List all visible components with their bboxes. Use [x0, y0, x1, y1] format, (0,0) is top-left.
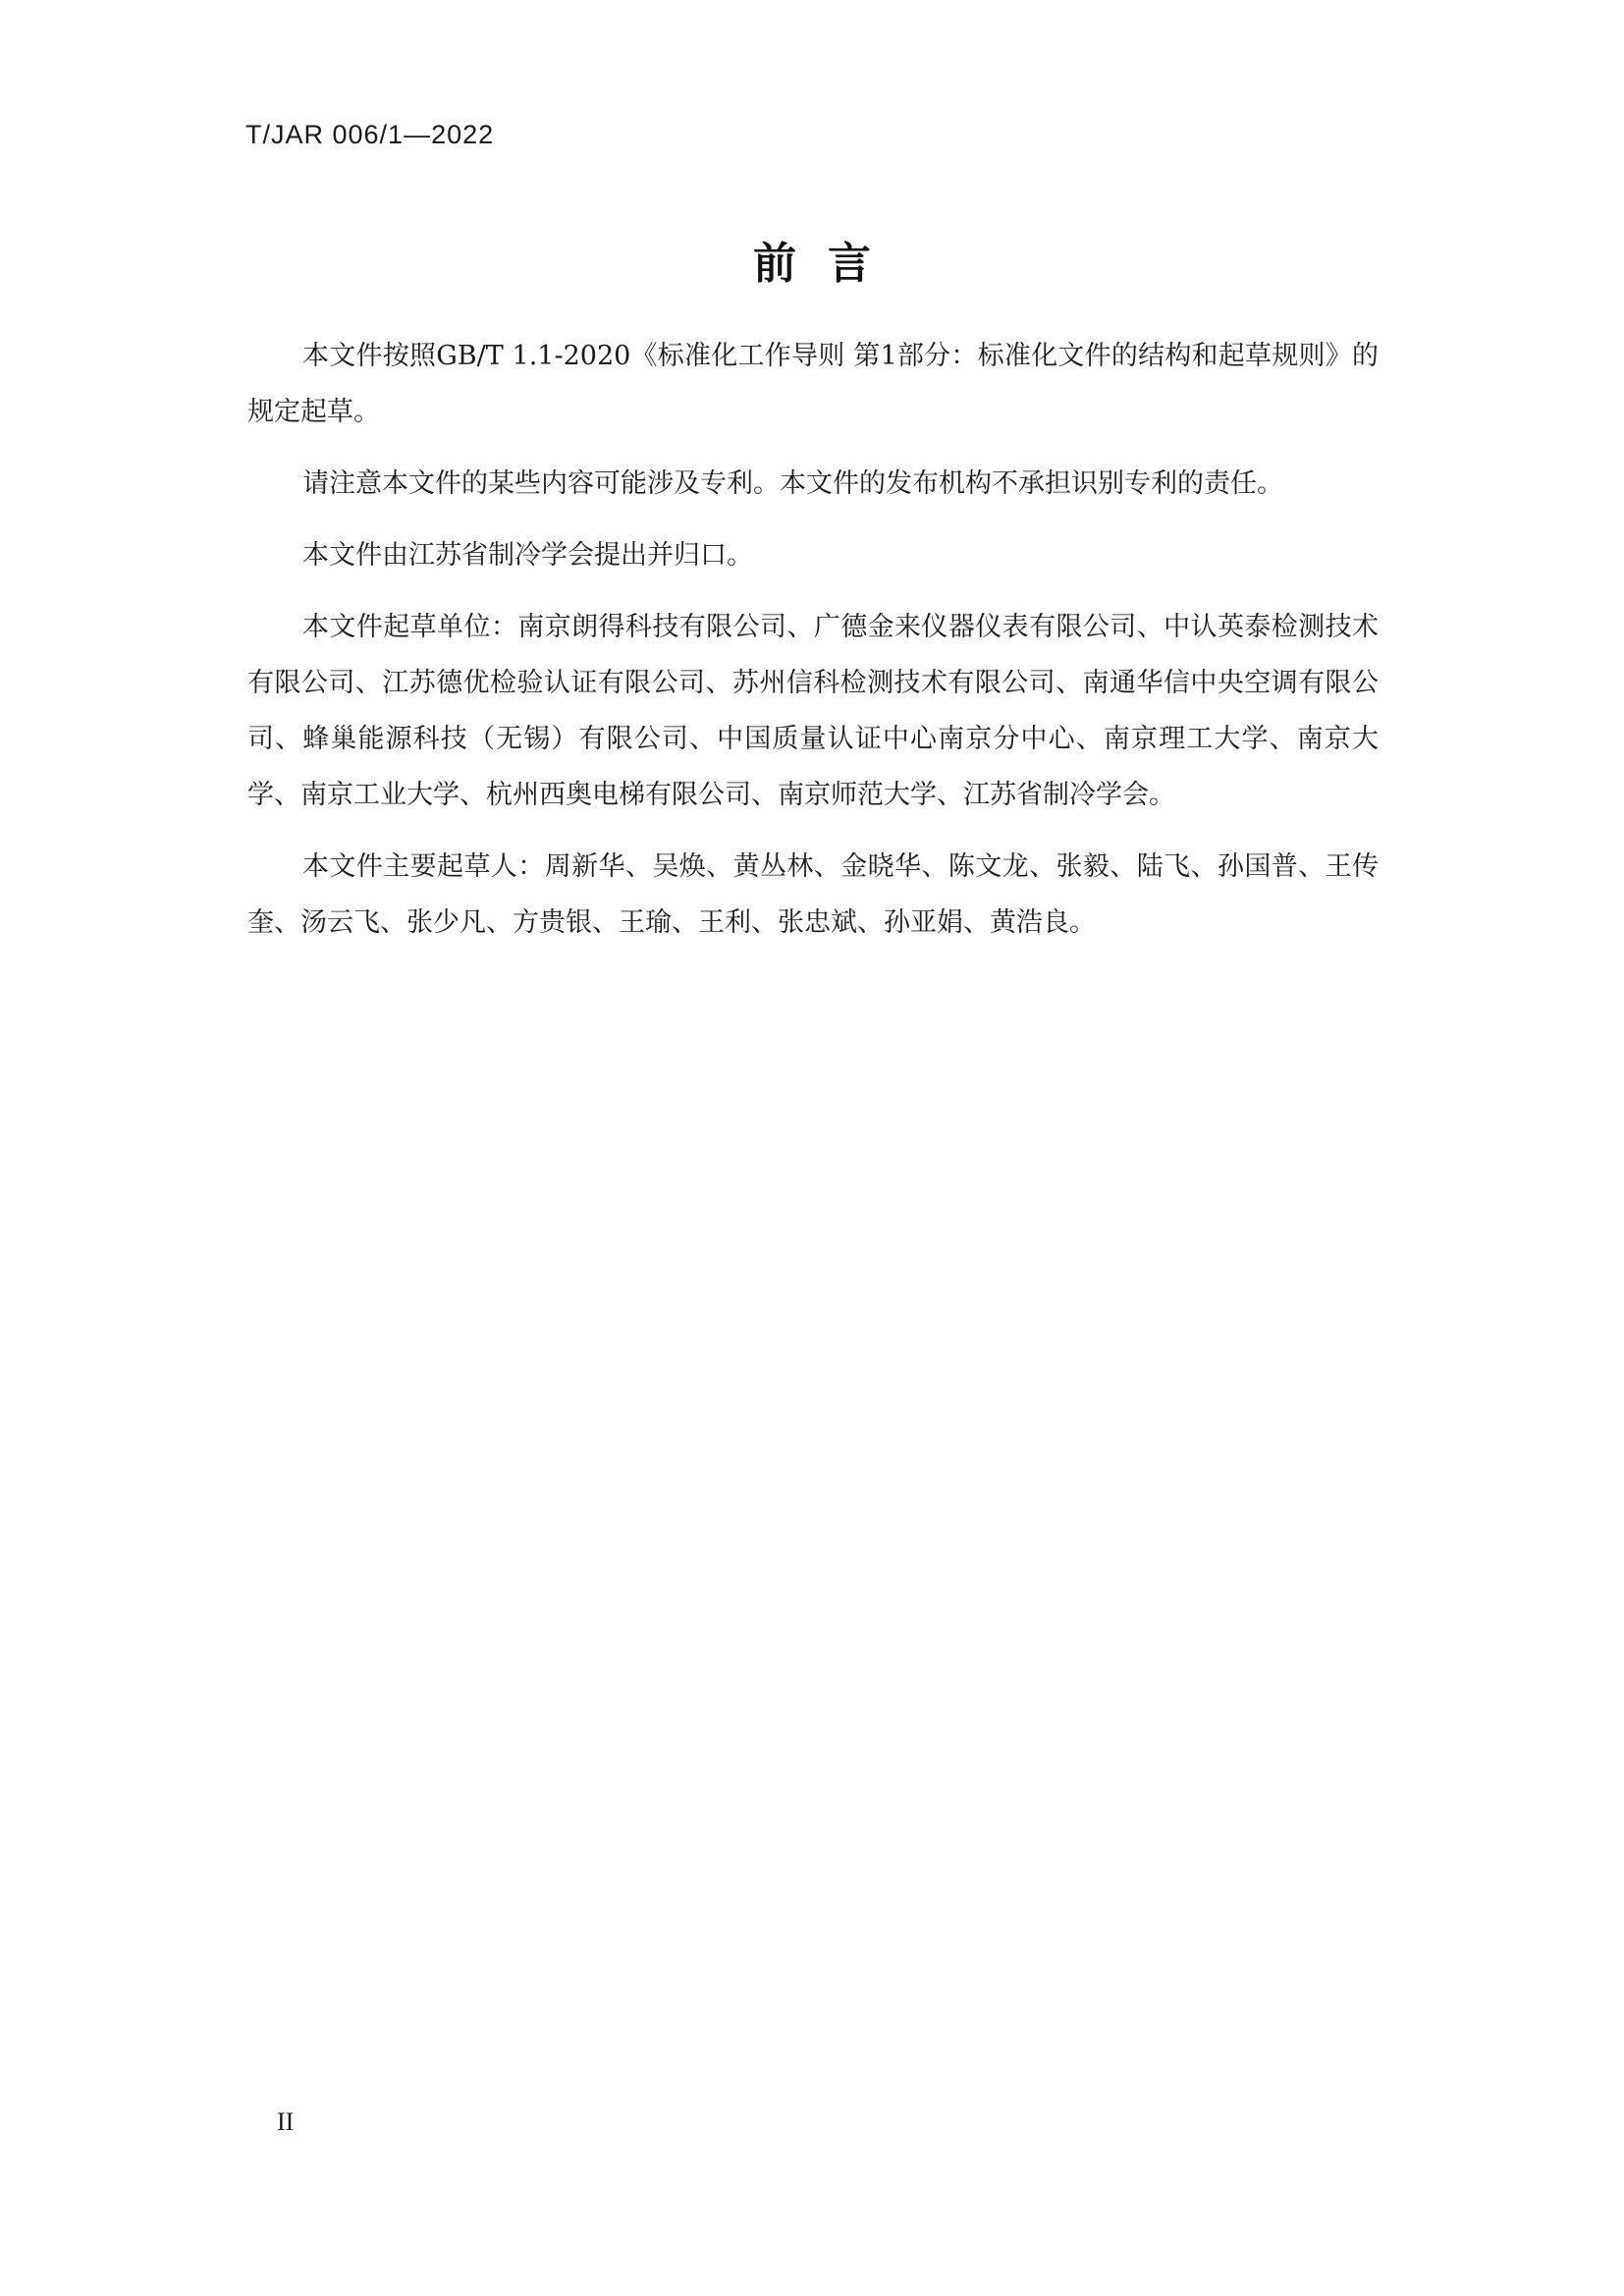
paragraph-drafting-units: 本文件起草单位：南京朗得科技有限公司、广德金来仪器仪表有限公司、中认英泰检测技术有限公司、江苏德优检验认证有限公司、苏州信科检测技术有限公司、南通华信中央空调有限公司、蜂巢能源科技（无锡）有限公司、中国质量认证中心南京分中心、南京理工大学、南京大学、南京工业大学、杭州西奥电梯有限公司、南京师范大学、江苏省制冷学会。: [247, 612, 1379, 810]
paragraph-drafting-rules: 本文件按照GB/T 1.1-2020《标准化工作导则 第1部分：标准化文件的结构和起草规则》的规定起草。: [247, 341, 1379, 427]
standard-code: T/JAR 006/1—2022: [245, 120, 495, 149]
paragraph-patent-notice: 请注意本文件的某些内容可能涉及专利。本文件的发布机构不承担识别专利的责任。: [302, 468, 1283, 499]
foreword-body: [247, 328, 1379, 966]
paragraph-drafters: 本文件主要起草人：周新华、吴焕、黄丛林、金晓华、陈文龙、张毅、陆飞、孙国普、王传奎、汤云飞、张少凡、方贵银、王瑜、王利、张忠斌、孙亚娟、黄浩良。: [247, 851, 1379, 938]
page-title: 前言: [753, 239, 902, 289]
page-number: II: [277, 2107, 295, 2136]
paragraph-proposer: 本文件由江苏省制冷学会提出并归口。: [302, 540, 753, 571]
